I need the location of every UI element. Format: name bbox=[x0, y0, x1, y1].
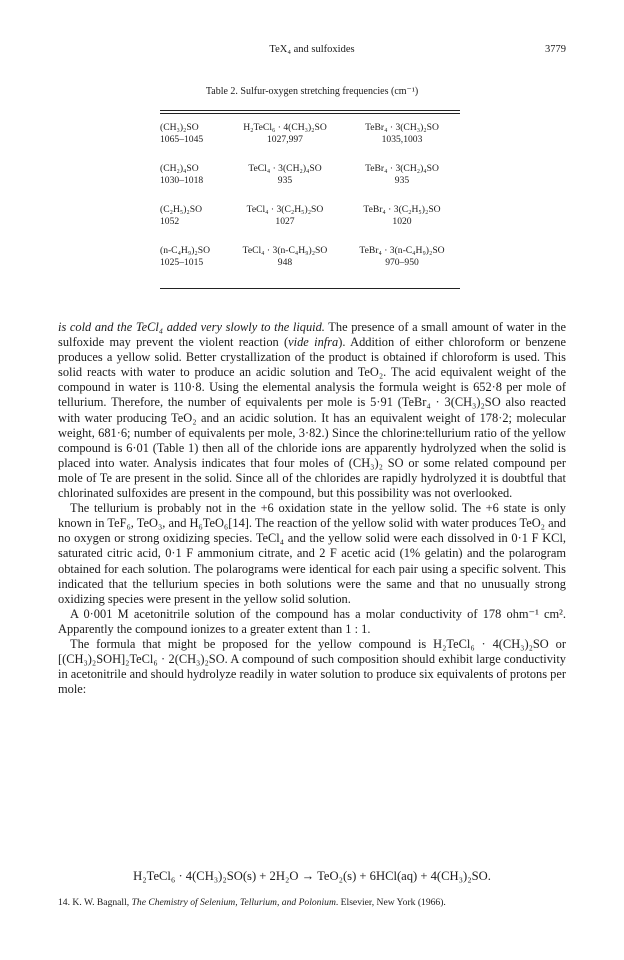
table-top-rule bbox=[160, 110, 460, 111]
paragraph-1 bbox=[58, 320, 566, 501]
reference-title: The Chemistry of Selenium, Tellurium, and Polonium bbox=[131, 897, 336, 908]
table-cell: 970–950 bbox=[385, 257, 419, 268]
table-cell: 1065–1045 bbox=[160, 134, 204, 145]
table-row-names bbox=[160, 245, 460, 257]
table-cell: 935 bbox=[277, 175, 293, 186]
table-cell: 935 bbox=[394, 175, 410, 186]
table-cell: 1035,1003 bbox=[381, 134, 423, 145]
table-cell: (n-C₄H₉)₂SO bbox=[160, 245, 211, 256]
table-cell: TeBr₄ · 3(C₂H₅)₂SO bbox=[363, 204, 441, 215]
table-row-names bbox=[160, 204, 460, 216]
footnote-reference bbox=[58, 897, 578, 908]
page-number: 3779 bbox=[545, 44, 566, 55]
reference-author: 14. K. W. Bagnall, bbox=[58, 897, 132, 908]
body-text bbox=[58, 320, 566, 697]
table-cell: 1030–1018 bbox=[160, 175, 204, 186]
table-cell: H₂TeCl₆ · 4(CH₃)₂SO bbox=[243, 122, 327, 133]
table-row-values bbox=[160, 257, 460, 269]
reference-publisher: . Elsevier, New York (1966). bbox=[335, 897, 446, 908]
table-cell: (CH₃)₂SO bbox=[160, 122, 199, 133]
paragraph-3: A 0·001 M acetonitrile solution of the compound has a molar conductivity of 178 ohm⁻¹ cm². Apparently the compound ionizes to a greater extent than 1 : 1. bbox=[58, 606, 566, 636]
hydrolysis-equation: H₂TeCl₆ · 4(CH₃)₂SO(s) + 2H₂O → TeO₂(s) + 6HCl(aq) + 4(CH₃)₂SO. bbox=[133, 869, 491, 883]
paragraph-2: The tellurium is probably not in the +6 oxidation state in the yellow solid. The +6 state is only known in TeF₆, TeO₃, and H₆TeO₆[14]. The reaction of the yellow solid with water produces TeO₂ and no oxygen or strong oxidizing species. TeCl₄ and the yellow solid were each dissolved in 0·1 F KCl, saturated citric acid, 0·1 F ammonium citrate, and 2 F acetic acid (1% gelatin) and the polarogram obtained for each solution. The polarograms were identical for each pair using a specific solvent. This indicated that the tellurium species in both solutions were the same and that no unusually strong oxidizing species were present in the yellow solid solution. bbox=[58, 501, 566, 606]
table-cell: 1027 bbox=[275, 216, 295, 227]
table-cell: 1020 bbox=[392, 216, 412, 227]
table-cell: TeBr₄ · 3(n-C₄H₉)₂SO bbox=[359, 245, 445, 256]
table-cell: (CH₂)₄SO bbox=[160, 163, 199, 174]
table-spacer bbox=[160, 146, 460, 163]
table-row-values bbox=[160, 134, 460, 146]
table-row-values bbox=[160, 216, 460, 228]
table-bottom-rule bbox=[160, 288, 460, 289]
table-cell: TeBr₄ · 3(CH₂)₄SO bbox=[365, 163, 439, 174]
table-cell: (C₂H₅)₂SO bbox=[160, 204, 203, 215]
table-top-rule-double bbox=[160, 113, 460, 114]
table-cell: 1052 bbox=[160, 216, 180, 227]
table-cell: 948 bbox=[277, 257, 293, 268]
paragraph-text: ). Addition of either chloroform or benzene produces a yellow solid. Better crystallization of the product is obtained if chloroform is used. This solid reacts with water to produce an acidic solution and TeO₂. The acid equivalent weight of the compound in water is 110·8. Using the elemental analysis the formula weight is 652·8 per mole of tellurium. Therefore, the number of equivalents per mole is 5·91 (TeBr₄ · 3(CH₃)₂SO also reacted with water producing TeO₂ and an acidic solution. It has an equivalent weight of 178·2; molecular weight, 681·6; number of equivalents per mole, 3·82.) Since the chlorine:tellurium ratio of the yellow compound is 6·01 (Table 1) then all of the chloride ions are apparently hydrolyzed when the solid is placed into water. Analysis indicates that four moles of (CH₃)₂ SO or some related compound per mole of Te are present in the solid. Since all of the chlorides are rapidly hydrolyzed it is doubtful that chlorinated sulfoxides are present in the compound, but this possibility was not overlooked. bbox=[58, 335, 567, 501]
table-row-names bbox=[160, 163, 460, 175]
italic-lead: is cold and the TeCl₄ added very slowly to the liquid. bbox=[58, 320, 325, 334]
paragraph-text: The presence of a small amount of water in the sulfoxide may prevent the violent reaction ( bbox=[58, 320, 566, 350]
table-spacer bbox=[160, 187, 460, 204]
running-title: TeX₄ and sulfoxides bbox=[269, 44, 355, 55]
table-row-names bbox=[160, 122, 460, 134]
table-cell: TeCl₄ · 3(C₂H₅)₂SO bbox=[246, 204, 324, 215]
table-cell: 1027,997 bbox=[267, 134, 303, 145]
table-spacer bbox=[160, 228, 460, 245]
vide-infra: vide infra bbox=[288, 335, 339, 350]
table-row-values bbox=[160, 175, 460, 187]
table-cell: TeCl₄ · 3(n-C₄H₉)₂SO bbox=[242, 245, 328, 256]
table-caption: Table 2. Sulfur-oxygen stretching frequencies (cm⁻¹) bbox=[205, 86, 419, 97]
table-cell: TeCl₄ · 3(CH₂)₄SO bbox=[248, 163, 322, 174]
paragraph-4: The formula that might be proposed for the yellow compound is H₂TeCl₆ · 4(CH₃)₂SO or [(CH₃)₂SOH]₂TeCl₆ · 2(CH₃)₂SO. A compound of such composition should exhibit large conductivity in acetonitrile and should hydrolyze readily in water solution to produce six equivalents of protons per mole: bbox=[58, 636, 566, 697]
table-cell: 1025–1015 bbox=[160, 257, 204, 268]
stretching-frequency-table bbox=[160, 122, 460, 269]
table-cell: TeBr₄ · 3(CH₃)₂SO bbox=[365, 122, 439, 133]
